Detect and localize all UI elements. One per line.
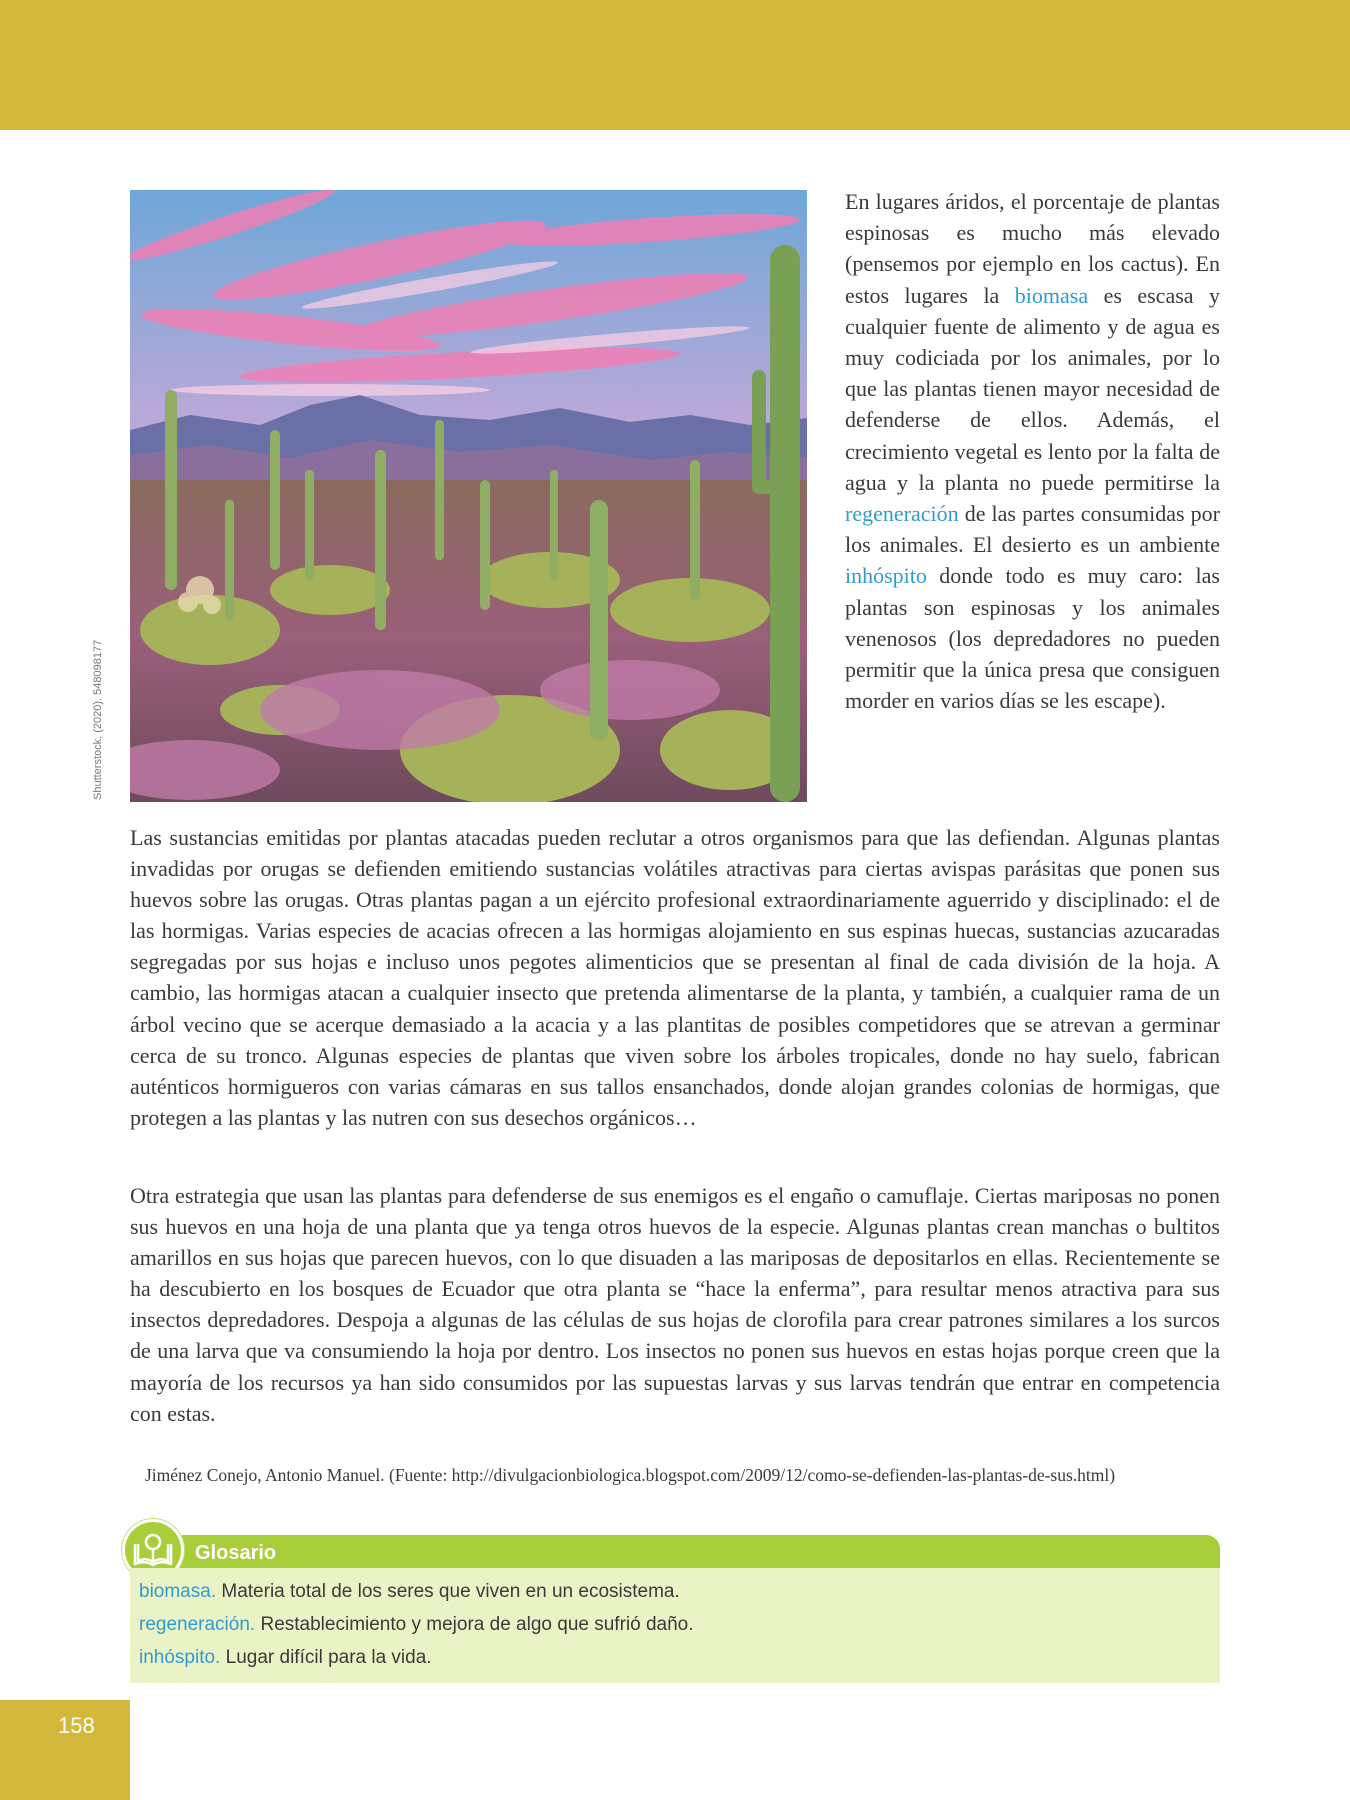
glossary-term: biomasa.	[139, 1581, 217, 1602]
photo-credit: Shutterstock, (2020). 548098177	[92, 639, 104, 800]
glossary-term: inhóspito.	[139, 1647, 221, 1668]
intro-text-4: donde todo es muy caro: las plantas son espinosas y los animales venenosos (los depredadores no pueden permitir que la única presa que consiguen morder en varios días se les escape).	[845, 563, 1220, 714]
glossary-box	[130, 1535, 1220, 1683]
term-inhospito: inhóspito	[845, 563, 927, 589]
intro-text-3: de las partes consumidas por los animales. El desierto es un ambiente	[845, 501, 1220, 558]
glossary-item	[139, 1647, 432, 1669]
top-color-band	[0, 0, 1350, 130]
body-paragraph-1: Las sustancias emitidas por plantas atacadas pueden reclutar a otros organismos para que las defiendan. Algunas plantas invadidas por orugas se defienden emitiendo sustancias volátiles atractivas para ciertas avispas parásitas que ponen sus huevos sobre las orugas. Otras plantas pagan a un ejército profesional extraordinariamente aguerrido y disciplinado: el de las hormigas. Varias especies de acacias ofrecen a las hormigas alojamiento en sus espinas huecas, sustancias azucaradas segregadas por sus hojas e incluso unos pegotes alimenticios que se presentan al final de cada división de la hoja. A cambio, las hormigas atacan a cualquier insecto que pretenda alimentarse de la planta, y también, a cualquier rama de un árbol vecino que se acerque demasiado a la acacia y a las plantitas de posibles competidores que se atrevan a germinar cerca de su tronco. Algunas especies de plantas que viven sobre los árboles tropicales, donde no hay suelo, fabrican auténticos hormigueros con varias cámaras en sus tallos ensanchados, donde alojan grandes colonias de hormigas, que protegen a las plantas y las nutren con sus desechos orgánicos…	[130, 825, 1220, 1130]
term-biomasa: biomasa	[1014, 282, 1089, 308]
glossary-definition: Restablecimiento y mejora de algo que sufrió daño.	[255, 1614, 694, 1635]
glossary-definition: Materia total de los seres que viven en un ecosistema.	[216, 1581, 680, 1602]
glossary-item	[139, 1581, 680, 1603]
source-citation: Jiménez Conejo, Antonio Manuel. (Fuente: http://divulgacionbiologica.blogspot.com/2009/12/como-se-defienden-las-plantas-de-sus.html)	[145, 1465, 1116, 1485]
intro-text-1: En lugares áridos, el porcentaje de plantas espinosas es mucho más elevado (pensemos por ejemplo en los cactus). En estos lugares la	[845, 189, 1220, 308]
glossary-term: regeneración.	[139, 1614, 256, 1635]
glossary-header	[130, 1535, 1220, 1568]
glossary-definition: Lugar difícil para la vida.	[220, 1647, 432, 1668]
intro-text-2: es escasa y cualquier fuente de alimento y de agua es muy codiciada por los animales, por lo que las plantas tienen mayor necesidad de defenderse de ellos. Además, el crecimiento vegetal es lento por la falta de agua y la planta no puede permitirse la	[845, 282, 1220, 495]
intro-paragraph	[845, 186, 1220, 716]
glossary-title: Glosario	[195, 1542, 277, 1564]
desert-cactus-photo	[130, 190, 807, 802]
glossary-item	[139, 1614, 694, 1636]
term-regeneracion: regeneración	[845, 501, 959, 527]
body-paragraph-2: Otra estrategia que usan las plantas para defenderse de sus enemigos es el engaño o camuflaje. Ciertas mariposas no ponen sus huevos en una hoja de una planta que ya tenga otros huevos de la especie. Algunas plantas crean manchas o bultitos amarillos en sus hojas que parecen huevos, con lo que disuaden a las mariposas de depositarlos en ellas. Recientemente se ha descubierto en los bosques de Ecuador que otra planta se “hace la enferma”, para resultar menos atractiva para sus insectos depredadores. Despoja a algunas de las células de sus hojas de clorofila para crear patrones similares a los surcos de una larva que va consumiendo la hoja por dentro. Los insectos no ponen sus huevos en estas hojas porque creen que la mayoría de los recursos ya han sido consumidos por las supuestas larvas y sus larvas tendrán que entrar en competencia con estas.	[130, 1183, 1220, 1426]
glossary-body	[130, 1568, 1220, 1683]
page-number: 158	[58, 1713, 95, 1738]
